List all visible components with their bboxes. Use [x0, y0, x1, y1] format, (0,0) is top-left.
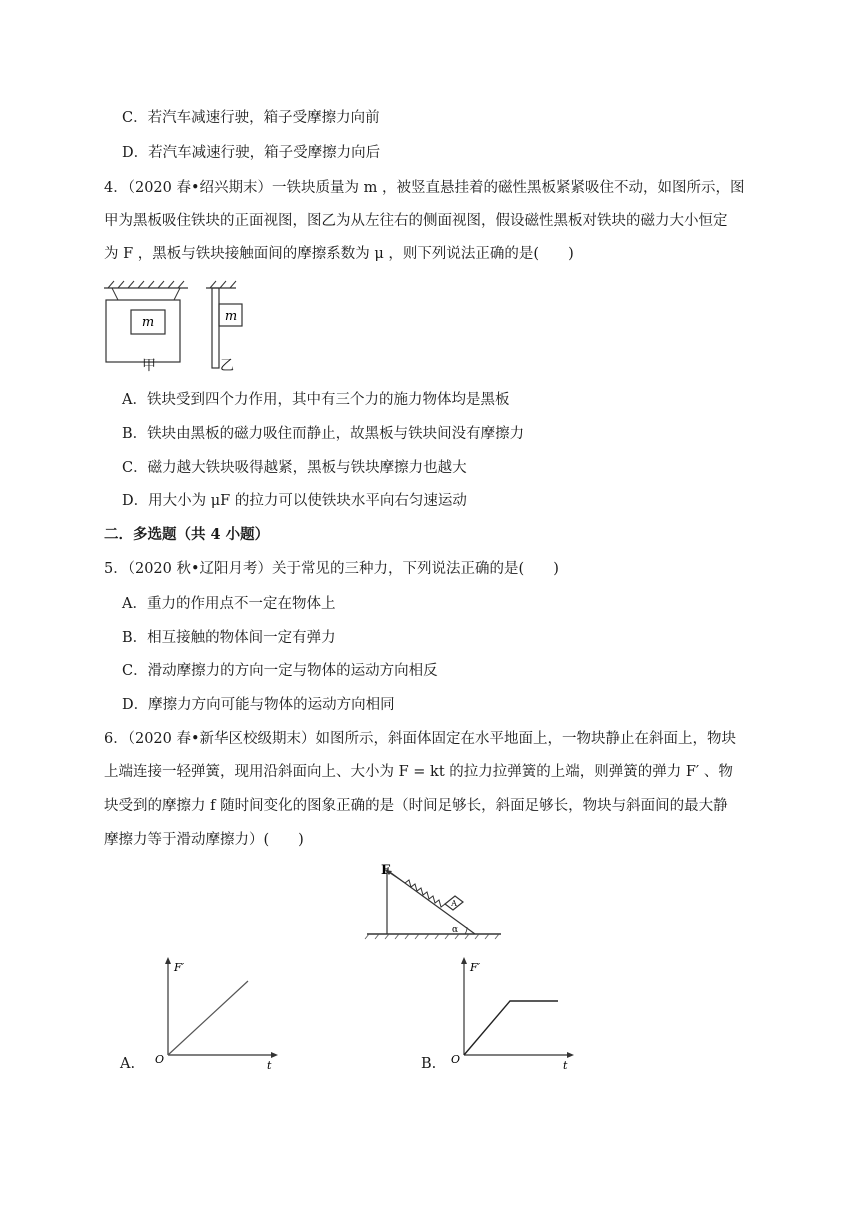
q3-option-c: C．若汽车减速行驶，箱子受摩擦力向前 [122, 110, 380, 126]
q4-block-label-side: m [224, 309, 238, 324]
q5-stem: 5．（2020 秋•辽阳月考）关于常见的三种力，下列说法正确的是( ) [104, 561, 559, 577]
q6-graph-a [150, 955, 280, 1072]
q4-blackboard-figure [100, 280, 260, 380]
q5-option-a: A．重力的作用点不一定在物体上 [122, 596, 336, 612]
q4-figure-label-yi: 乙 [220, 358, 234, 374]
q6-graph-a-origin: O [155, 1053, 165, 1066]
q6-incline-figure [365, 862, 505, 942]
q6-graph-b [446, 955, 576, 1072]
section-heading-multiple-choice: 二．多选题（共 4 小题） [104, 526, 270, 543]
q6-graph-b-y-label: F′ [470, 961, 481, 974]
q6-graph-b-origin: O [451, 1053, 461, 1066]
q6-option-a-label: A. [120, 1056, 136, 1072]
q4-stem-line2: 甲为黑板吸住铁块的正面视图，图乙为从左往右的侧面视图，假设磁性黑板对铁块的磁力大小恒定 [104, 213, 728, 229]
q5-option-b: B．相互接触的物体间一定有弹力 [122, 630, 336, 646]
q6-graph-a-x-label: t [267, 1059, 272, 1072]
q4-stem-line3: 为 F ，黑板与铁块接触面间的摩擦系数为 μ ，则下列说法正确的是( ) [104, 246, 574, 262]
q6-graph-a-line [168, 981, 248, 1055]
q5-option-c: C．滑动摩擦力的方向一定与物体的运动方向相反 [122, 663, 438, 679]
q4-figure-label-jia: 甲 [142, 358, 156, 374]
q6-option-b-label: B. [421, 1056, 437, 1072]
q6-graph-a-y-label: F′ [174, 961, 185, 974]
q4-option-c: C．磁力越大铁块吸得越紧，黑板与铁块摩擦力也越大 [122, 460, 467, 476]
q6-block-label: A [451, 899, 457, 908]
q6-stem-line1: 6．（2020 春•新华区校级期末）如图所示，斜面体固定在水平地面上，一物块静止在斜面上，物块 [104, 731, 737, 747]
q6-stem-line2: 上端连接一轻弹簧，现用沿斜面向上、大小为 F = kt 的拉力拉弹簧的上端，则弹簧的弹力 F′ 、物 [104, 764, 733, 780]
q5-option-d: D．摩擦力方向可能与物体的运动方向相同 [122, 697, 395, 713]
q4-stem-line1: 4．（2020 春•绍兴期末）一铁块质量为 m ，被竖直悬挂着的磁性黑板紧紧吸住不动，如图所示，图 [104, 180, 745, 196]
q6-force-label: F [381, 863, 391, 878]
q6-stem-line4: 摩擦力等于滑动摩擦力）( ) [104, 832, 304, 848]
q4-option-d: D．用大小为 μF 的拉力可以使铁块水平向右匀速运动 [122, 493, 467, 509]
q6-graph-b-x-label: t [563, 1059, 568, 1072]
q3-option-d: D．若汽车减速行驶，箱子受摩擦力向后 [122, 145, 381, 161]
q4-option-b: B．铁块由黑板的磁力吸住而静止，故黑板与铁块间没有摩擦力 [122, 426, 525, 442]
q6-graph-b-line [464, 1001, 558, 1055]
q4-option-a: A．铁块受到四个力作用，其中有三个力的施力物体均是黑板 [122, 392, 510, 408]
q6-angle-label: α [452, 925, 459, 935]
q6-stem-line3: 块受到的摩擦力 f 随时间变化的图象正确的是（时间足够长，斜面足够长，物块与斜面间的最大静 [104, 798, 728, 814]
q4-block-label-front: m [141, 315, 155, 330]
